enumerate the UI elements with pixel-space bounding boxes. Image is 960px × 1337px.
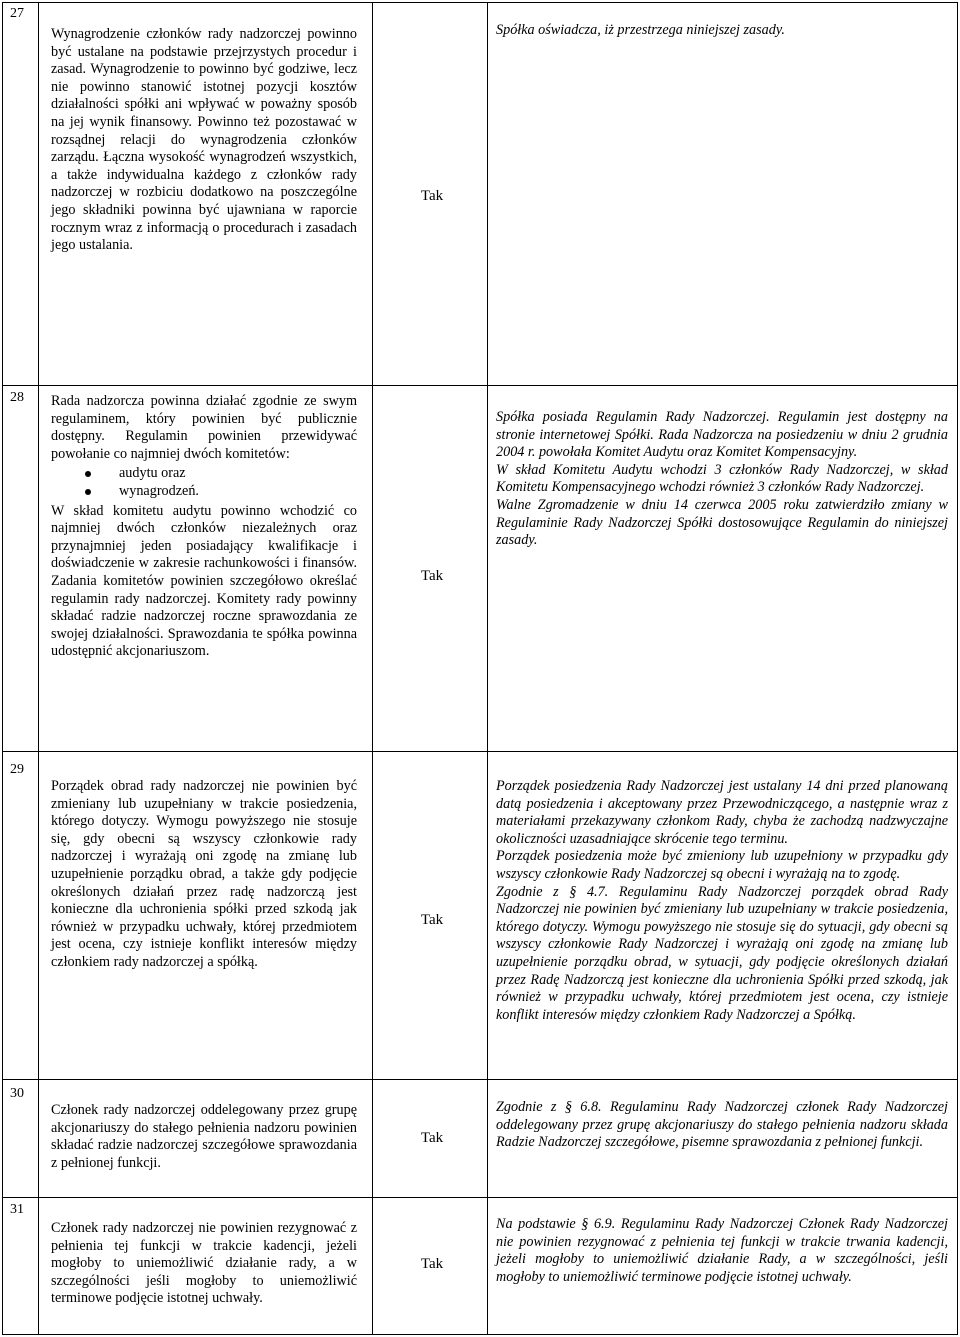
company-comment — [496, 778, 948, 1024]
company-comment — [496, 1216, 948, 1286]
recommendation-text: Porządek obrad rady nadzorczej nie powinien być zmieniany lub uzupełniany w trakcie posiedzenia, którego dotyczy. Wymogu powyższego nie stosuje się, gdy obecni są wszyscy członkowie rady nadzorczej i wyrażają oni zgodę na zmianę lub uzupełnienie porządku obrad, a także gdy podjęcie określonych działań przez radę nadzorczą jest konieczne dla uchronienia spółki przed szkodą jak również w przypadku uchwały, której przedmiotem jest ocena, czy istnieje konflikt interesów między członkiem rady nadzorczej a spółką. — [51, 778, 357, 970]
row-number: 27 — [10, 6, 24, 21]
comment-paragraph: W skład Komitetu Audytu wchodzi 3 członków Rady Nadzorczej, w skład Komitetu Kompensacyjnego wchodzi również 3 członków Rady Nadzorczej. — [496, 461, 948, 496]
column-divider — [2, 2, 3, 1335]
compliance-status: Tak — [420, 1130, 444, 1146]
column-divider — [487, 2, 488, 1335]
row-divider — [2, 1197, 958, 1198]
company-comment — [496, 22, 948, 40]
row-divider — [2, 1079, 958, 1080]
row-divider — [2, 385, 958, 386]
comment-paragraph: Na podstawie § 6.9. Regulaminu Rady Nadzorczej Członek Rady Nadzorczej nie powinien rezygnować z pełnienia tej funkcji w trakcie trwania kadencji, jeżeli mogłoby to uniemożliwić działanie Rady, a w szczególności, jeśli mogłoby to uniemożliwić terminowe podjęcie istotnej uchwały. — [496, 1216, 948, 1285]
committee-list — [51, 465, 357, 500]
compliance-status: Tak — [420, 1256, 444, 1272]
row-number: 28 — [10, 390, 24, 405]
governance-table — [2, 2, 958, 1335]
column-divider — [372, 2, 373, 1335]
table-border-top — [2, 2, 958, 3]
list-item: wynagrodzeń. — [51, 483, 357, 501]
comment-paragraph: Porządek posiedzenia może być zmieniony lub uzupełniony w przypadku gdy wszyscy członkowie Rady Nadzorczej są obecni i wyrażają na to zgodę. — [496, 848, 948, 882]
recommendation-text: Wynagrodzenie członków rady nadzorczej powinno być ustalane na podstawie przejrzystych procedur i zasad. Wynagrodzenie to powinno być godziwe, lecz nie powinno stanowić istotnej pozycji kosztów działalności spółki ani wpływać w poważny sposób na jej wynik finansowy. Powinno też pozostawać w rozsądnej relacji do wynagrodzenia członków zarządu. Łączna wysokość wynagrodzeń wszystkich, a także indywidualna każdego z członków rady nadzorczej w rozbiciu dodatkowo na poszczególne jego składniki powinna być ujawniana w raporcie rocznym wraz z informacją o procedurach i zasadach jego ustalania. — [51, 26, 357, 254]
row-divider — [2, 751, 958, 752]
recommendation-rest: W skład komitetu audytu powinno wchodzić co najmniej dwóch członków niezależnych oraz przynajmniej jeden posiadający kwalifikacje i doświadczenie w zakresie rachunkowości i finansów. Zadania komitetów powinien szczegółowo określać regulamin rady nadzorczej. Komitety rady powinny składać radzie nadzorczej roczne sprawozdania ze swojej działalności. Sprawozdania te spółka powinna udostępnić akcjonariuszom. — [51, 502, 357, 660]
recommendation-text — [51, 393, 357, 661]
recommendation-intro: Rada nadzorcza powinna działać zgodnie ze swym regulaminem, który powinien być publicznie dostępny. Regulamin powinien przewidywać powołanie co najmniej dwóch komitetów: — [51, 393, 357, 462]
compliance-status: Tak — [420, 188, 444, 204]
company-comment — [496, 1099, 948, 1152]
comment-paragraph: Zgodnie z § 6.8. Regulaminu Rady Nadzorczej członek Rady Nadzorczej oddelegowany przez grupę akcjonariuszy do stałego pełnienia nadzoru składa Radzie Nadzorczej szczegółowe, pisemne sprawozdania z pełnionej funkcji. — [496, 1099, 948, 1151]
compliance-status: Tak — [420, 912, 444, 928]
row-number: 30 — [10, 1086, 24, 1101]
comment-paragraph: Spółka posiada Regulamin Rady Nadzorczej. Regulamin jest dostępny na stronie internetowej Spółki. Rada Nadzorcza na posiedzeniu w dniu 2 grudnia 2004 r. powołała Komitet Audytu oraz Komitet Kompensacyjny. — [496, 409, 948, 461]
row-number: 31 — [10, 1202, 24, 1217]
compliance-status: Tak — [420, 568, 444, 584]
comment-paragraph: Walne Zgromadzenie w dniu 14 czerwca 2005 roku zatwierdziło zmiany w Regulaminie Rady Nadzorczej Spółki dostosowujące Regulamin do niniejszej zasady. — [496, 496, 948, 549]
recommendation-text: Członek rady nadzorczej nie powinien rezygnować z pełnienia tej funkcji w trakcie kadencji, jeżeli mogłoby to uniemożliwić działanie rady, a w szczególności jeśli mogłoby to uniemożliwić terminowe podjęcie istotnej uchwały. — [51, 1220, 357, 1307]
row-number: 29 — [10, 762, 24, 777]
comment-paragraph: Zgodnie z § 4.7. Regulaminu Rady Nadzorczej porządek obrad Rady Nadzorczej nie powinien być zmieniany lub uzupełniany w trakcie posiedzenia, którego dotyczy. Wymogu powyższego nie stosuje się do sytuacji, gdy obecni są wszyscy członkowie Rady Nadzorczej i wyrażają oni zgodę na zmianę lub uzupełnienie porządku obrad, w sytuacji, gdy podjęcie określonych działań przez Radę Nadzorczą jest konieczne dla uchronienia Spółki przed szkodą, jak również w przypadku uchwały, której przedmiotem jest ocena, czy istnieje konflikt interesów między członkiem Rady Nadzorczej a Spółką. — [496, 883, 948, 1023]
company-comment — [496, 409, 948, 550]
comment-paragraph: Porządek posiedzenia Rady Nadzorczej jest ustalany 14 dni przed planowaną datą posiedzenia i akceptowany przez Przewodniczącego, a następnie wraz z materiałami przekazywany członkom Rady, chyba że zachodzą nadzwyczajne okoliczności uzasadniające skrócenie tego terminu. — [496, 778, 948, 847]
table-border-right — [957, 2, 958, 1335]
recommendation-text: Członek rady nadzorczej oddelegowany przez grupę akcjonariuszy do stałego pełnienia nadzoru powinien składać radzie nadzorczej szczegółowe sprawozdania z pełnionej funkcji. — [51, 1102, 357, 1171]
column-divider — [38, 2, 39, 1335]
table-border-bottom — [2, 1334, 958, 1335]
comment-paragraph: Spółka oświadcza, iż przestrzega niniejszej zasady. — [496, 22, 785, 38]
list-item: audytu oraz — [51, 465, 357, 483]
